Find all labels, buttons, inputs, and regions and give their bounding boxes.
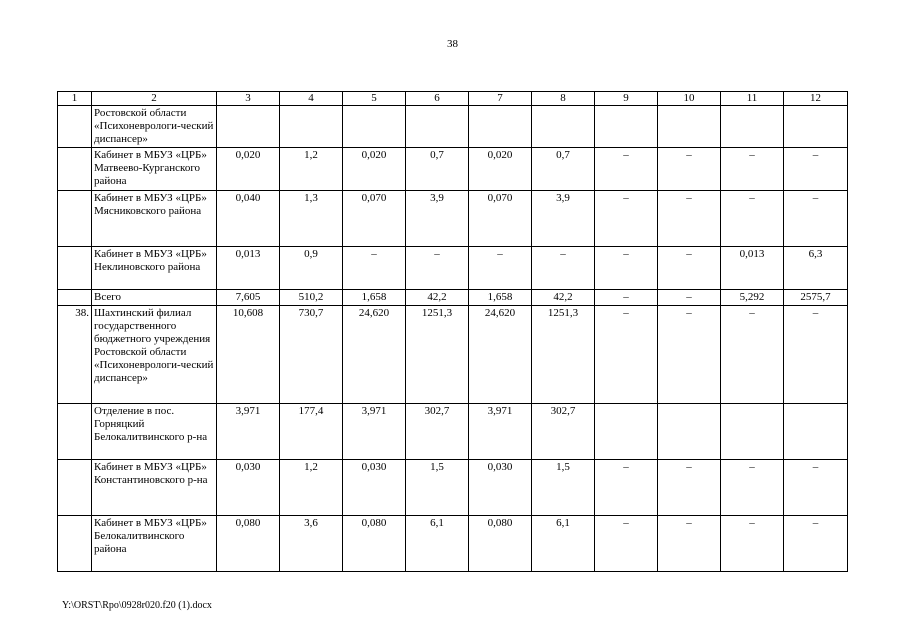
value-cell: –: [343, 247, 406, 290]
column-header-6: 6: [406, 92, 469, 106]
value-cell: 7,605: [217, 290, 280, 306]
table-row: [58, 516, 848, 572]
value-cell: 0,080: [217, 516, 280, 572]
row-number-cell: [58, 516, 92, 572]
value-cell: 0,9: [280, 247, 343, 290]
value-cell: 0,7: [406, 148, 469, 191]
value-cell: 177,4: [280, 404, 343, 460]
value-cell: 1,2: [280, 460, 343, 516]
value-cell: –: [595, 247, 658, 290]
value-cell: –: [784, 460, 848, 516]
value-cell: –: [595, 460, 658, 516]
value-cell: [721, 106, 784, 148]
value-cell: –: [469, 247, 532, 290]
value-cell: 0,020: [343, 148, 406, 191]
value-cell: 3,9: [406, 191, 469, 247]
value-cell: –: [658, 148, 721, 191]
value-cell: 3,971: [469, 404, 532, 460]
value-cell: [595, 106, 658, 148]
institution-cell: Шахтинский филиал государственного бюджетного учреждения Ростовской области «Психоневрологи-ческий диспансер»: [92, 306, 217, 404]
value-cell: –: [658, 306, 721, 404]
institution-cell: Кабинет в МБУЗ «ЦРБ» Константиновского р-на: [92, 460, 217, 516]
value-cell: 0,030: [469, 460, 532, 516]
value-cell: 1251,3: [406, 306, 469, 404]
institution-cell: Отделение в пос. Горняцкий Белокалитвинского р-на: [92, 404, 217, 460]
value-cell: –: [784, 191, 848, 247]
value-cell: [532, 106, 595, 148]
value-cell: –: [595, 290, 658, 306]
value-cell: 730,7: [280, 306, 343, 404]
value-cell: 0,070: [343, 191, 406, 247]
value-cell: [406, 106, 469, 148]
column-header-1: 1: [58, 92, 92, 106]
value-cell: [595, 404, 658, 460]
value-cell: –: [721, 516, 784, 572]
value-cell: 510,2: [280, 290, 343, 306]
row-number-cell: [58, 404, 92, 460]
column-header-3: 3: [217, 92, 280, 106]
value-cell: –: [784, 306, 848, 404]
column-header-9: 9: [595, 92, 658, 106]
value-cell: 6,1: [532, 516, 595, 572]
value-cell: 0,070: [469, 191, 532, 247]
value-cell: –: [658, 290, 721, 306]
column-header-11: 11: [721, 92, 784, 106]
value-cell: 0,020: [217, 148, 280, 191]
file-path-footer: Y:\ORST\Rpo\0928r020.f20 (1).docx: [62, 600, 212, 611]
row-number-cell: [58, 191, 92, 247]
value-cell: [343, 106, 406, 148]
value-cell: –: [721, 191, 784, 247]
value-cell: 24,620: [469, 306, 532, 404]
value-cell: –: [721, 460, 784, 516]
table-row: [58, 247, 848, 290]
value-cell: 42,2: [406, 290, 469, 306]
value-cell: 0,080: [469, 516, 532, 572]
row-number-cell: [58, 148, 92, 191]
value-cell: 0,080: [343, 516, 406, 572]
column-header-7: 7: [469, 92, 532, 106]
value-cell: –: [595, 191, 658, 247]
value-cell: 0,020: [469, 148, 532, 191]
row-number-cell: 38.: [58, 306, 92, 404]
value-cell: [658, 106, 721, 148]
table-body: [58, 106, 848, 572]
value-cell: –: [658, 460, 721, 516]
value-cell: 24,620: [343, 306, 406, 404]
value-cell: 6,3: [784, 247, 848, 290]
value-cell: –: [658, 191, 721, 247]
table-row: [58, 106, 848, 148]
value-cell: 1,5: [532, 460, 595, 516]
value-cell: 3,6: [280, 516, 343, 572]
institution-cell: Ростовской области «Психоневрологи-ческий диспансер»: [92, 106, 217, 148]
column-header-2: 2: [92, 92, 217, 106]
value-cell: 0,030: [217, 460, 280, 516]
column-header-12: 12: [784, 92, 848, 106]
value-cell: 2575,7: [784, 290, 848, 306]
value-cell: 0,013: [721, 247, 784, 290]
value-cell: –: [595, 148, 658, 191]
value-cell: –: [595, 516, 658, 572]
column-header-4: 4: [280, 92, 343, 106]
value-cell: 1,3: [280, 191, 343, 247]
value-cell: 5,292: [721, 290, 784, 306]
row-number-cell: [58, 460, 92, 516]
table-row: [58, 460, 848, 516]
value-cell: 3,971: [217, 404, 280, 460]
value-cell: 302,7: [532, 404, 595, 460]
value-cell: 1,5: [406, 460, 469, 516]
table-row: [58, 404, 848, 460]
column-header-10: 10: [658, 92, 721, 106]
value-cell: –: [721, 148, 784, 191]
row-number-cell: [58, 290, 92, 306]
data-table: [57, 91, 848, 572]
value-cell: 302,7: [406, 404, 469, 460]
institution-cell: Кабинет в МБУЗ «ЦРБ» Белокалитвинского района: [92, 516, 217, 572]
value-cell: [469, 106, 532, 148]
value-cell: 10,608: [217, 306, 280, 404]
column-header-5: 5: [343, 92, 406, 106]
value-cell: 0,030: [343, 460, 406, 516]
table-row: [58, 191, 848, 247]
value-cell: [280, 106, 343, 148]
value-cell: 1,2: [280, 148, 343, 191]
value-cell: –: [721, 306, 784, 404]
table-row: [58, 148, 848, 191]
value-cell: [658, 404, 721, 460]
value-cell: 0,040: [217, 191, 280, 247]
value-cell: 0,7: [532, 148, 595, 191]
institution-cell: Кабинет в МБУЗ «ЦРБ» Неклиновского района: [92, 247, 217, 290]
value-cell: [784, 404, 848, 460]
value-cell: 3,971: [343, 404, 406, 460]
column-header-8: 8: [532, 92, 595, 106]
value-cell: 1,658: [343, 290, 406, 306]
value-cell: –: [658, 516, 721, 572]
value-cell: –: [532, 247, 595, 290]
page-number: 38: [447, 38, 458, 50]
value-cell: [784, 106, 848, 148]
value-cell: –: [595, 306, 658, 404]
table-row: [58, 290, 848, 306]
value-cell: –: [658, 247, 721, 290]
value-cell: [721, 404, 784, 460]
institution-cell: Всего: [92, 290, 217, 306]
value-cell: 6,1: [406, 516, 469, 572]
value-cell: 1,658: [469, 290, 532, 306]
table-row: [58, 306, 848, 404]
value-cell: –: [406, 247, 469, 290]
value-cell: 42,2: [532, 290, 595, 306]
institution-cell: Кабинет в МБУЗ «ЦРБ» Мясниковского района: [92, 191, 217, 247]
value-cell: –: [784, 148, 848, 191]
value-cell: 3,9: [532, 191, 595, 247]
row-number-cell: [58, 106, 92, 148]
row-number-cell: [58, 247, 92, 290]
institution-cell: Кабинет в МБУЗ «ЦРБ» Матвеево-Курганского района: [92, 148, 217, 191]
value-cell: [217, 106, 280, 148]
value-cell: 1251,3: [532, 306, 595, 404]
value-cell: 0,013: [217, 247, 280, 290]
table-header-row: [58, 92, 848, 106]
value-cell: –: [784, 516, 848, 572]
